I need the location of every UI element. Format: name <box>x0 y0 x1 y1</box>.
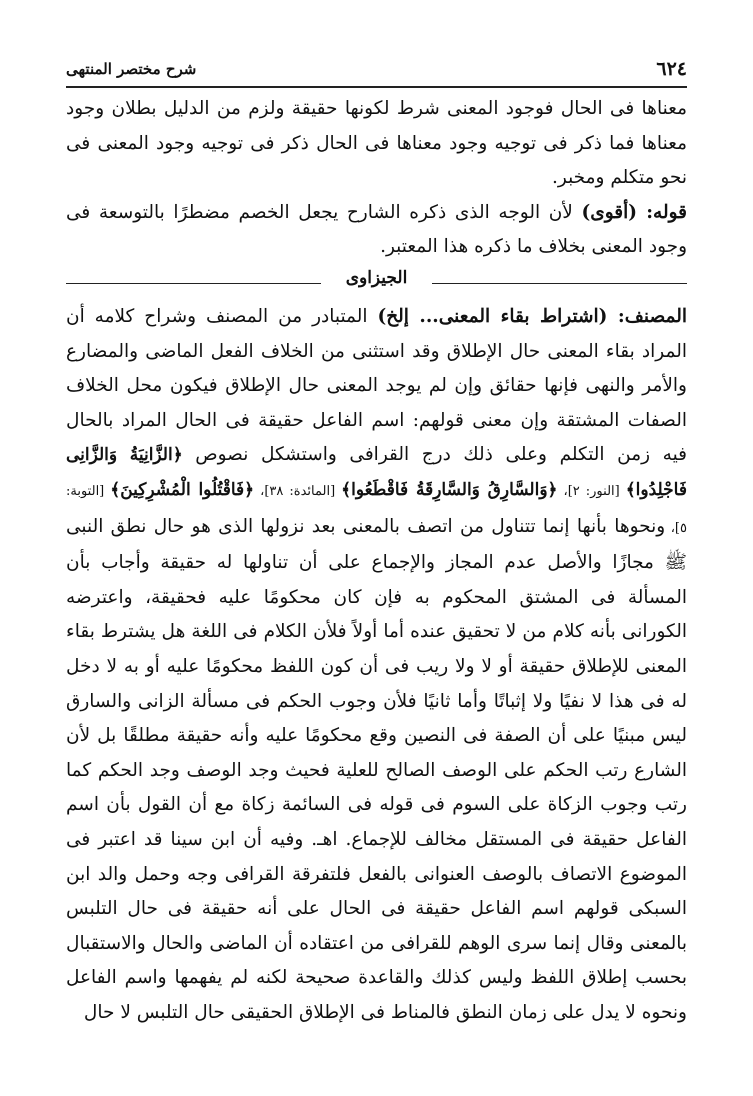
commentary-section-1 <box>66 92 687 265</box>
verse-reference: [النور: ٢]، <box>557 483 626 499</box>
page-header <box>66 56 687 86</box>
paragraph-text: المتبادر من المصنف وشراح كلامه أن المراد بقاء المعنى حال الإطلاق وقد استثنى من الخلاف الفعل الماضى والمضارع والأمر والنهى فإنها حقائق وإن لم يوجد المعنى حال الإطلاق فيكون محل الخلاف الصفات المشتقة وإن معنى قولهم: اسم الفاعل حقيقة فى الحال المراد بالحال فيه زمن التكلم وعلى ذلك درج القرافى واستشكل نصوص <box>66 306 687 466</box>
paragraph-label: قوله: (أقوى) <box>581 201 687 223</box>
quran-verse: ﴿الزَّانِيَةُ وَالزَّانِى فَاجْلِدُوا﴾ <box>66 445 687 500</box>
paragraph-text: معناها فى الحال فوجود المعنى شرط لكونها حقيقة ولزم من الدليل بطلان وجود معناها فما ذكر فى توجيه وجود معناها فى الحال ذكر فى توجيه وجود المعنى فى نحو متكلم ومخبر. <box>66 98 687 189</box>
quran-verse: ﴿فَاقْتُلُوا الْمُشْرِكِينَ﴾ <box>110 479 255 500</box>
verse-reference: [التوبة: ٥]، <box>66 483 687 536</box>
paragraph <box>66 92 687 196</box>
header-rule <box>66 86 687 88</box>
running-title: شرح مختصر المنتهى <box>66 60 197 78</box>
section-heading: الجيزاوى <box>345 268 408 288</box>
paragraph <box>66 196 687 265</box>
verse-reference: [المائدة: ٣٨]، <box>254 483 342 499</box>
quran-verse: ﴿وَالسَّارِقُ وَالسَّارِقَةُ فَاقْطَعُوا﴾ <box>341 479 558 500</box>
paragraph <box>66 300 687 1030</box>
section-rule-left <box>66 283 321 284</box>
commentary-section-2 <box>66 300 687 1030</box>
paragraph-text: لأن الوجه الذى ذكره الشارح يجعل الخصم مضطرًا بالتوسعة فى وجود المعنى بخلاف ما ذكره هذا المعتبر. <box>66 201 687 258</box>
paragraph-text: ونحوها بأنها إنما تتناول من اتصف بالمعنى بعد نزولها الذى هو حال نطق النبى ﷺ مجازًا والأصل عدم المجاز والإجماع على أن تناولها له حقيقة وأجاب بأن المسألة فى المشتق المحكوم به فإن كان محكومًا عليه فحقيقة، واعترضه الكورانى بأنه كلام من لا تحقيق عنده أما أولاً فلأن الكلام فى اللغة هل يشترط بقاء المعنى للإطلاق حقيقة أو لا ولا ريب فى أن كون اللفظ محكومًا عليه أو به لا دخل له فى هذا لا نفيًا ولا إثباتًا وأما ثانيًا فلأن وجوب الحكم فى مسألة الزانى والسارق ليس مبنيًا على أن الصفة فى النصين وقع محكومًا عليه وأنه حقيقة مطلقًا بل لأن الشارع رتب الحكم على الوصف الصالح للعلية فحيث وجد الوصف وجد الحكم كما رتب وجوب الزكاة على السوم فى قوله فى السائمة زكاة مع أن القول بأن اسم الفاعل حقيقة فى المستقل مخالف للإجماع. اهـ. وفيه أن ابن سينا قد اعتبر فى الموضوع الاتصاف بالوصف العنوانى بالفعل فلتفرقة القرافى وجه وحمل والد ابن السبكى قولهم اسم الفاعل حقيقة فى الحال على أنه حقيقة فى حال التلبس بالمعنى وقال إنما سرى الوهم للقرافى من اعتقاده أن الماضى والحال والاستقبال بحسب إطلاق اللفظ وليس كذلك والقاعدة صحيحة لكنه لم يفهمها واسم الفاعل ونحوه لا يدل على زمان النطق فالمناط فى الإطلاق الحقيقى حال التلبس لا حال <box>66 515 688 1023</box>
paragraph-label: المصنف: (اشتراط بقاء المعنى... إلخ) <box>377 306 687 327</box>
page-number: ٦٢٤ <box>656 58 687 80</box>
